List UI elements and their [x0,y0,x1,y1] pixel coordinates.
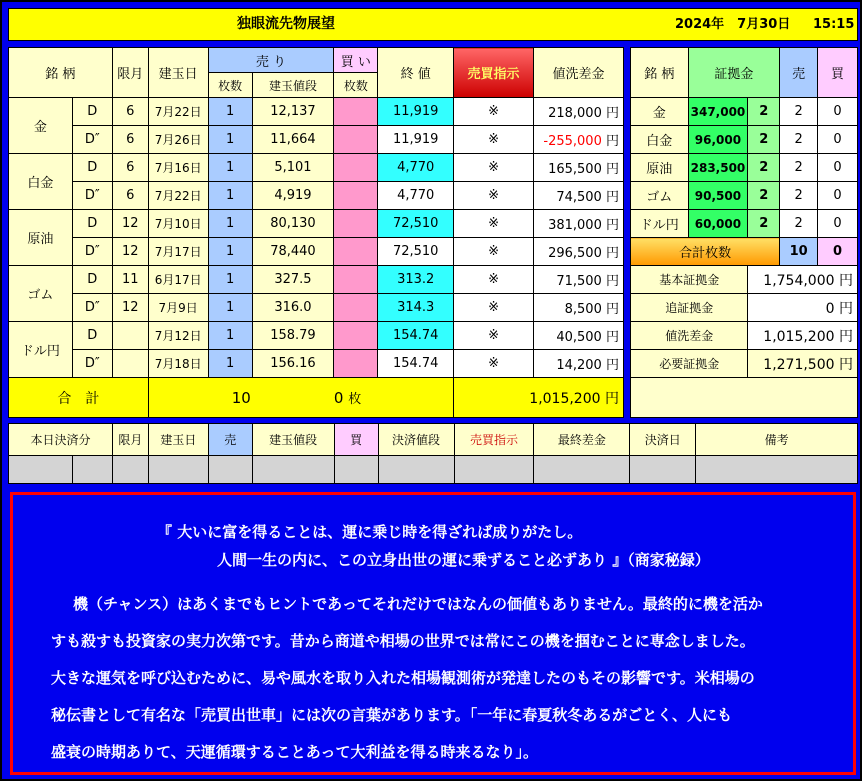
col-header-instruction: 売買指示 [454,48,534,98]
position-instruction: ※ [454,98,534,126]
position-diff-value: 74,500 [556,190,602,205]
position-sell-count: 1 [208,210,252,238]
margin-row [631,182,858,210]
position-month: 11 [112,266,148,294]
margin-brand: 金 [631,98,689,126]
position-brand: ゴム [9,266,73,322]
position-diff [533,266,623,294]
position-buy-count [334,154,378,182]
margin-amount: 90,500 [688,182,748,210]
settle-header-instruction: 売買指示 [454,424,534,456]
settle-header-build-price: 建玉値段 [252,424,334,456]
position-sell-count: 1 [208,182,252,210]
position-close: 313.2 [378,266,454,294]
summary-label: 必要証拠金 [631,350,748,378]
margin-amount: 283,500 [688,154,748,182]
position-diff-yen: 円 [605,190,619,205]
col-header-diff: 値洗差金 [533,48,623,98]
summary-value-yen: 円 [839,272,853,289]
col-header-month: 限月 [112,48,148,98]
margin-buy: 0 [818,126,858,154]
settle-header-buy: 買 [334,424,378,456]
position-month [112,322,148,350]
position-diff [533,294,623,322]
summary-value-yen: 円 [839,356,853,373]
position-row [9,322,624,350]
settle-header-month: 限月 [112,424,148,456]
position-brand: 原油 [9,210,73,266]
margin-header-buy: 買 [818,48,858,98]
position-instruction: ※ [454,238,534,266]
summary-value-amount: 1,271,500 [763,356,835,373]
position-build-price: 158.79 [252,322,334,350]
margin-brand: ゴム [631,182,689,210]
settle-cell [630,456,696,484]
margin-brand: ドル円 [631,210,689,238]
position-brand: 金 [9,98,73,154]
margin-header-sell: 売 [780,48,818,98]
position-month: 6 [112,182,148,210]
position-sell-count: 1 [208,266,252,294]
position-diff-yen: 円 [605,358,619,373]
settle-header-settle-price: 決済値段 [378,424,454,456]
position-diff [533,238,623,266]
total-diff [454,378,624,418]
col-header-build-price: 建玉値段 [252,73,334,98]
position-type: D [72,154,112,182]
settlement-table [8,423,858,484]
margin-sell: 2 [780,154,818,182]
summary-value-yen: 円 [839,328,853,345]
position-row [9,154,624,182]
position-row [9,182,624,210]
position-type: D [72,266,112,294]
summary-label: 基本証拠金 [631,266,748,294]
col-header-build-date: 建玉日 [148,48,208,98]
position-instruction: ※ [454,322,534,350]
position-build-price: 327.5 [252,266,334,294]
margin-sell: 2 [780,126,818,154]
position-build-date: 7月26日 [148,126,208,154]
position-diff-value: 381,000 [548,218,602,233]
quote-line: 『 大いに富を得ることは、運に乗じ時を得ざれば成りがたし。 [157,523,583,541]
summary-value-yen: 円 [839,300,853,317]
total-buy-value: 0 [333,389,344,407]
positions-table [8,47,624,418]
position-type: D [72,210,112,238]
position-close: 4,770 [378,154,454,182]
total-sell-count: 10 [148,378,334,418]
quote-line: 盛衰の時期ありて、天運循環することあって大利益を得る時来るなり」。 [51,743,539,761]
position-close: 154.74 [378,322,454,350]
position-month: 6 [112,154,148,182]
position-buy-count [334,210,378,238]
position-type: D″ [72,238,112,266]
position-brand: 白金 [9,154,73,210]
position-row [9,126,624,154]
position-row [9,238,624,266]
position-diff [533,154,623,182]
margin-sell: 2 [780,182,818,210]
settle-cell [148,456,208,484]
position-diff-yen: 円 [605,162,619,177]
margin-amount: 60,000 [688,210,748,238]
settle-header-build-date: 建玉日 [148,424,208,456]
settle-cell [208,456,252,484]
total-diff-yen: 円 [605,390,619,407]
total-label: 合 計 [9,378,149,418]
margin-amount: 347,000 [688,98,748,126]
settle-cell [112,456,148,484]
position-diff [533,210,623,238]
summary-value-amount: 1,754,000 [763,272,835,289]
summary-row [631,322,858,350]
position-type: D″ [72,350,112,378]
col-header-buy-count: 枚数 [334,73,378,98]
margin-sell: 2 [780,98,818,126]
position-diff [533,182,623,210]
quote-line: 機（チャンス）はあくまでもヒントであってそれだけではなんの価値もありません。最終的に機を活か [73,595,763,613]
position-sell-count: 1 [208,294,252,322]
position-sell-count: 1 [208,126,252,154]
total-unit: 枚 [348,392,362,407]
quote-box [10,492,856,775]
position-row [9,350,624,378]
position-month: 12 [112,294,148,322]
page-title: 独眼流先物展望 [237,16,335,32]
position-buy-count [334,182,378,210]
margin-header-brand: 銘 柄 [631,48,689,98]
position-buy-count [334,350,378,378]
position-month: 6 [112,98,148,126]
summary-value-amount: 1,015,200 [763,328,835,345]
settle-cell [696,456,858,484]
position-diff [533,126,623,154]
position-row [9,98,624,126]
position-type: D″ [72,126,112,154]
position-diff-value: 14,200 [556,358,602,373]
summary-value-amount: 0 [825,300,835,317]
quote-line: 秘伝書として有名な「売買出世車」には次の言葉があります。「一年に春夏秋冬あるがごとく、人にも [51,706,733,724]
header-time: 15:15 [813,17,855,32]
margin-qty: 2 [748,182,780,210]
position-buy-count [334,98,378,126]
position-diff-value: 296,500 [548,246,602,261]
position-diff-yen: 円 [605,106,619,121]
position-type: D [72,98,112,126]
col-header-sell: 売 り [208,48,334,73]
margin-row [631,154,858,182]
margin-total-label: 合計枚数 [631,238,780,266]
margin-row [631,210,858,238]
position-build-date: 7月12日 [148,322,208,350]
total-diff-value: 1,015,200 [529,390,601,407]
margin-row [631,98,858,126]
col-header-brand: 銘 柄 [9,48,113,98]
quote-line: 人間一生の内に、この立身出世の運に乗ずること必ずあり 』（商家秘録） [217,551,710,569]
settle-header-settle-date: 決済日 [630,424,696,456]
margin-buy: 0 [818,182,858,210]
position-sell-count: 1 [208,238,252,266]
margin-header-margin: 証拠金 [688,48,780,98]
settle-cell [72,456,112,484]
position-buy-count [334,322,378,350]
margin-total-sell: 10 [780,238,818,266]
position-diff-value: 218,000 [548,106,602,121]
position-diff [533,322,623,350]
position-diff-yen: 円 [605,134,619,149]
position-row [9,210,624,238]
position-sell-count: 1 [208,154,252,182]
position-instruction: ※ [454,154,534,182]
settle-header-sell: 売 [208,424,252,456]
position-sell-count: 1 [208,98,252,126]
position-build-price: 12,137 [252,98,334,126]
settle-header-final-diff: 最終差金 [534,424,630,456]
position-build-date: 7月22日 [148,182,208,210]
margin-qty: 2 [748,98,780,126]
position-build-price: 316.0 [252,294,334,322]
col-header-close: 終 値 [378,48,454,98]
col-header-buy: 買 い [334,48,378,73]
position-close: 72,510 [378,238,454,266]
settle-cell [454,456,534,484]
position-diff-yen: 円 [605,330,619,345]
margin-blank [631,378,858,418]
position-instruction: ※ [454,350,534,378]
position-build-price: 4,919 [252,182,334,210]
margin-total-buy: 0 [818,238,858,266]
position-build-date: 6月17日 [148,266,208,294]
position-close: 72,510 [378,210,454,238]
margin-qty: 2 [748,154,780,182]
position-buy-count [334,238,378,266]
position-buy-count [334,266,378,294]
position-buy-count [334,126,378,154]
position-diff-yen: 円 [605,302,619,317]
position-instruction: ※ [454,294,534,322]
position-diff-value: 71,500 [556,274,602,289]
position-build-price: 80,130 [252,210,334,238]
position-build-price: 5,101 [252,154,334,182]
position-build-date: 7月18日 [148,350,208,378]
position-close: 11,919 [378,98,454,126]
position-month: 12 [112,238,148,266]
settle-cell [252,456,334,484]
position-sell-count: 1 [208,322,252,350]
position-close: 11,919 [378,126,454,154]
margin-sell: 2 [780,210,818,238]
quote-line: 大きな運気を呼び込むために、易や風水を取り入れた相場観測術が発達したのもその影響です。米相場の [51,669,755,687]
position-diff-value: 40,500 [556,330,602,345]
summary-row [631,266,858,294]
settle-cell [378,456,454,484]
total-buy-count [334,378,454,418]
quote-line: すも殺すも投資家の実力次第です。昔から商道や相場の世界では常にこの機を掴むことに専念しました。 [51,632,755,650]
header-date: 2024年 7月30日 [675,17,791,32]
margin-amount: 96,000 [688,126,748,154]
header-bar [8,8,858,41]
margin-brand: 白金 [631,126,689,154]
position-month: 6 [112,126,148,154]
position-buy-count [334,294,378,322]
margin-buy: 0 [818,154,858,182]
position-build-price: 156.16 [252,350,334,378]
position-diff [533,98,623,126]
position-diff-value: 8,500 [564,302,602,317]
col-header-sell-count: 枚数 [208,73,252,98]
position-close: 154.74 [378,350,454,378]
position-type: D [72,322,112,350]
position-instruction: ※ [454,126,534,154]
summary-value [748,266,858,294]
position-build-date: 7月17日 [148,238,208,266]
settle-header-remarks: 備考 [696,424,858,456]
position-build-date: 7月10日 [148,210,208,238]
summary-label: 値洗差金 [631,322,748,350]
summary-value [748,322,858,350]
margin-table [630,47,858,418]
position-diff [533,350,623,378]
position-diff-yen: 円 [605,274,619,289]
position-build-price: 11,664 [252,126,334,154]
position-diff-value: 165,500 [548,162,602,177]
position-sell-count: 1 [208,350,252,378]
summary-row [631,294,858,322]
position-build-date: 7月22日 [148,98,208,126]
position-row [9,294,624,322]
settle-cell [534,456,630,484]
settle-header-today: 本日決済分 [9,424,113,456]
margin-qty: 2 [748,126,780,154]
position-instruction: ※ [454,210,534,238]
position-build-date: 7月16日 [148,154,208,182]
position-close: 314.3 [378,294,454,322]
position-type: D″ [72,294,112,322]
position-build-price: 78,440 [252,238,334,266]
summary-label: 追証拠金 [631,294,748,322]
summary-value [748,294,858,322]
position-build-date: 7月9日 [148,294,208,322]
position-instruction: ※ [454,266,534,294]
position-month [112,350,148,378]
settle-cell [334,456,378,484]
margin-qty: 2 [748,210,780,238]
margin-buy: 0 [818,98,858,126]
position-diff-yen: 円 [605,246,619,261]
margin-buy: 0 [818,210,858,238]
summary-row [631,350,858,378]
settle-cell [9,456,73,484]
position-type: D″ [72,182,112,210]
position-diff-value: -255,000 [543,134,602,149]
position-instruction: ※ [454,182,534,210]
position-row [9,266,624,294]
margin-row [631,126,858,154]
margin-brand: 原油 [631,154,689,182]
position-month: 12 [112,210,148,238]
summary-value [748,350,858,378]
position-close: 4,770 [378,182,454,210]
position-diff-yen: 円 [605,218,619,233]
position-brand: ドル円 [9,322,73,378]
